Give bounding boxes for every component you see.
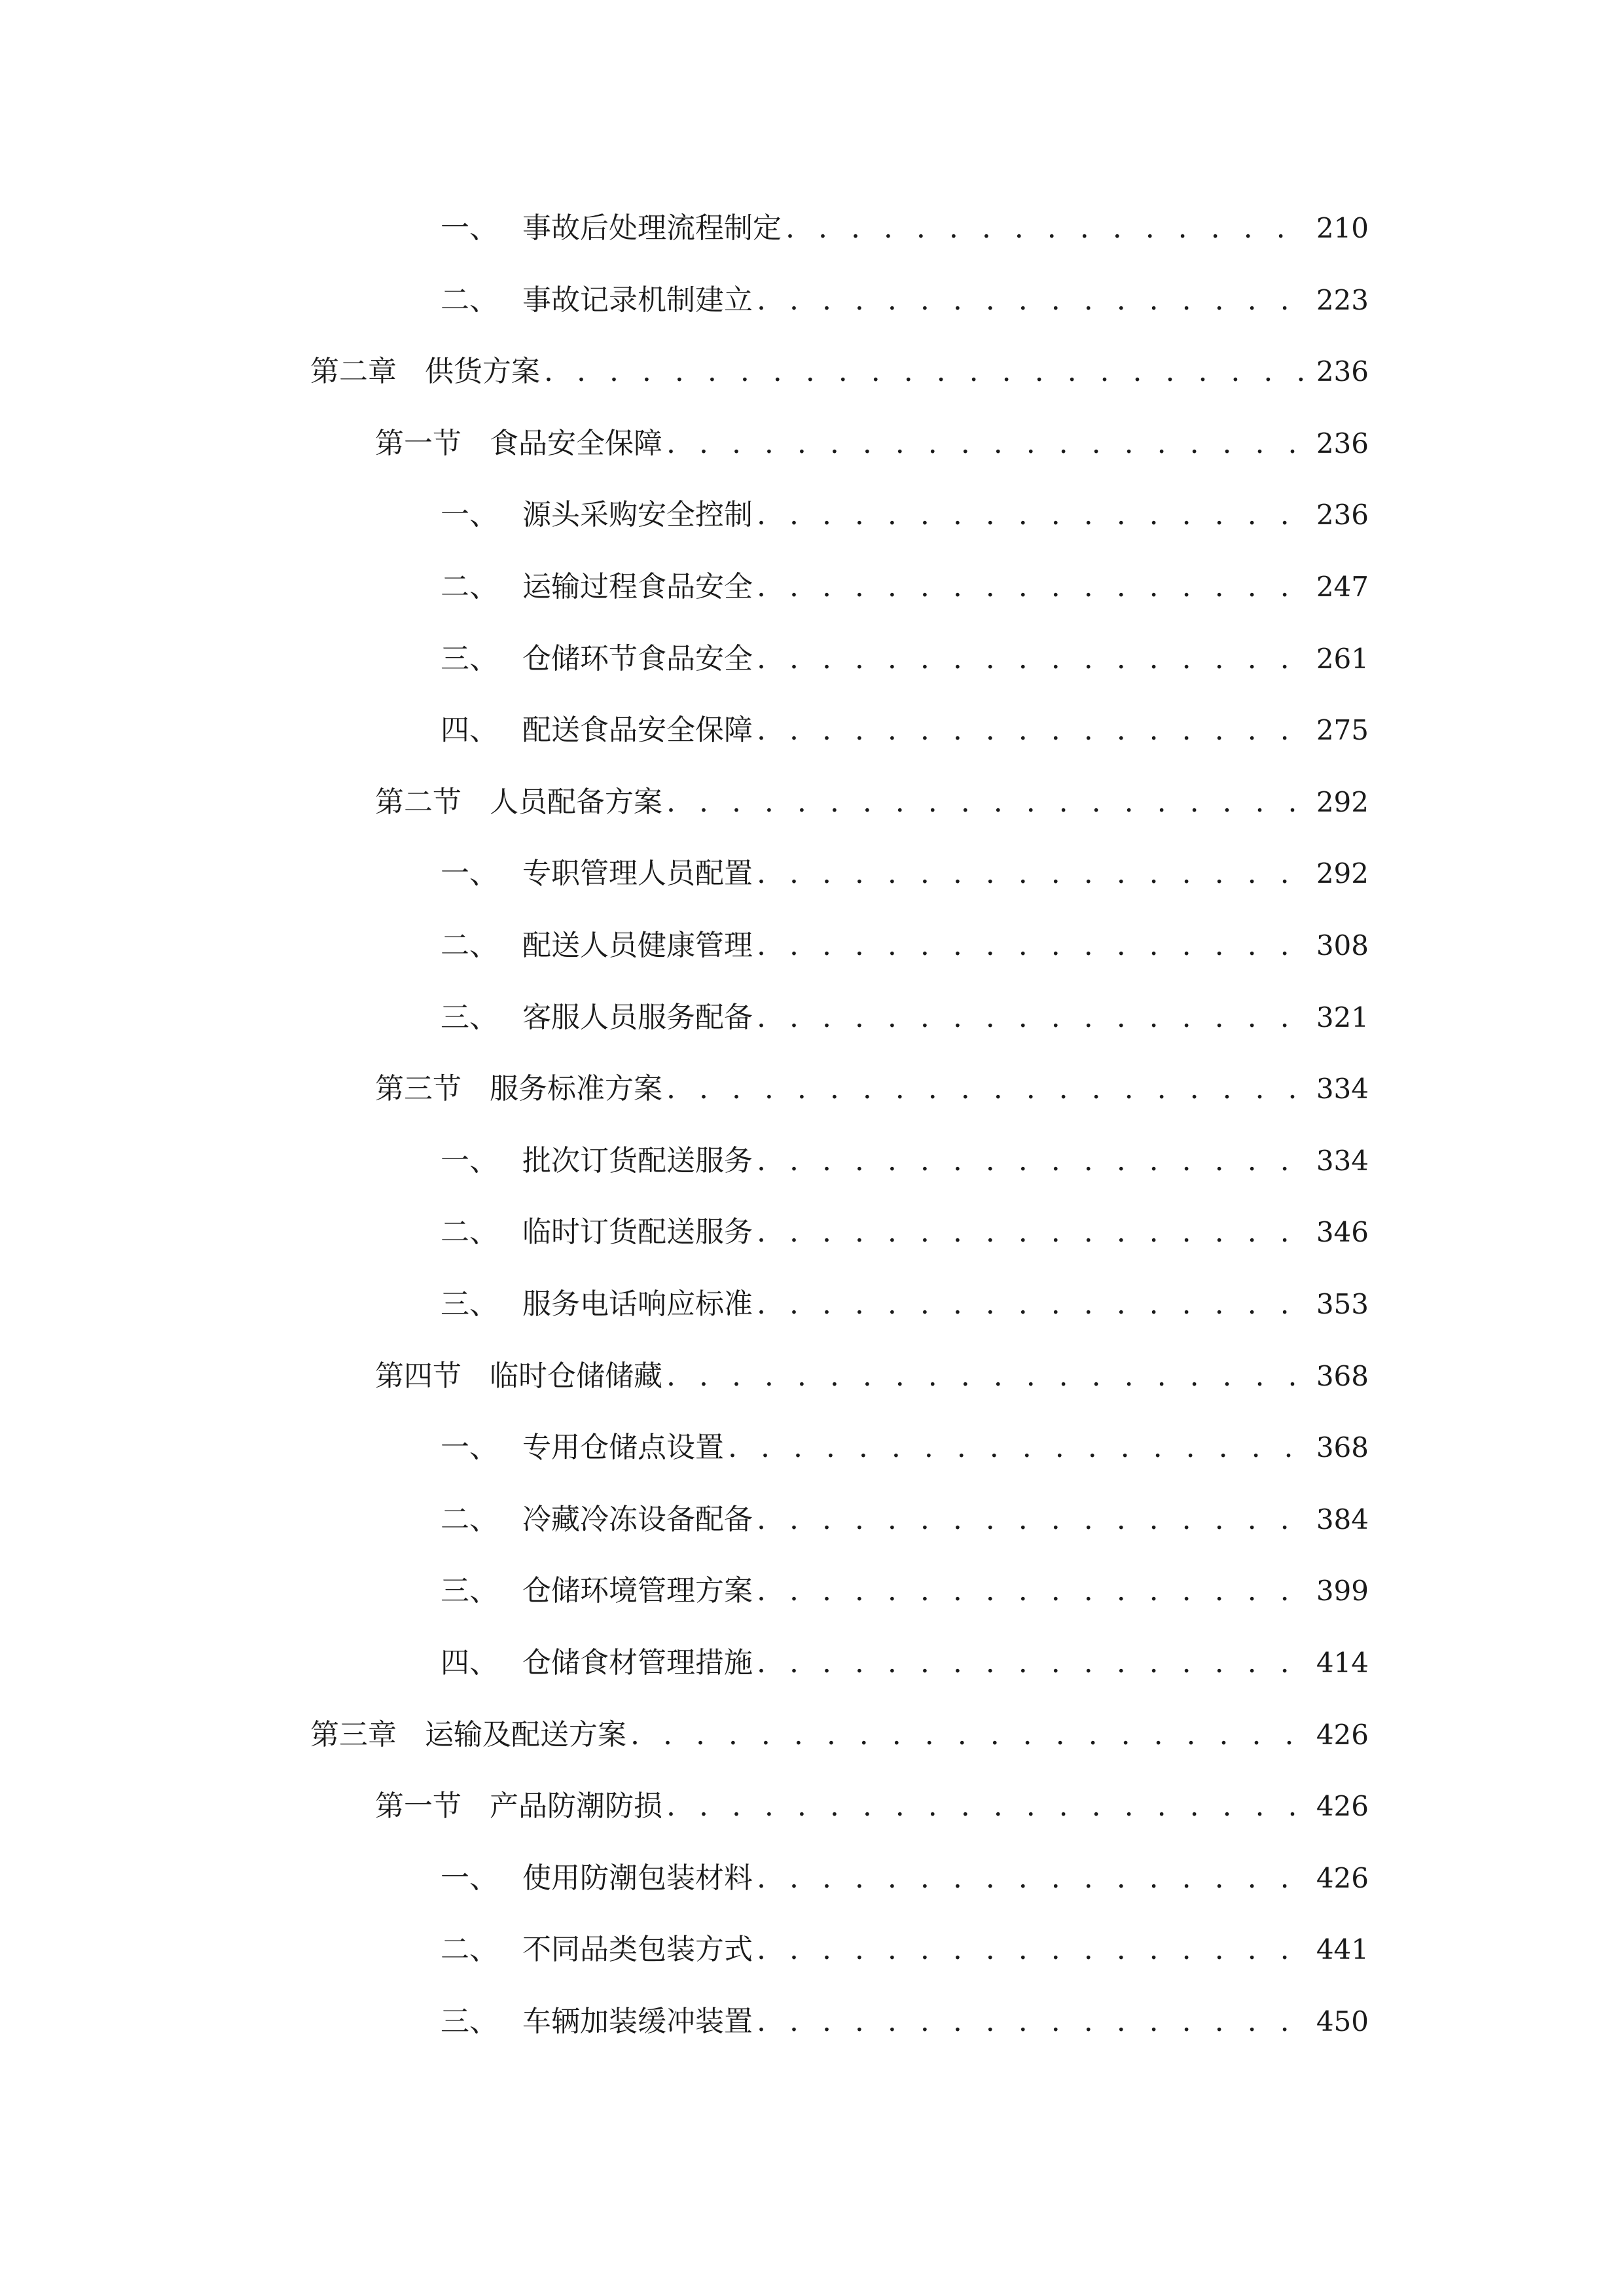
toc-entry[interactable] — [441, 1927, 1369, 1973]
toc-entry-page-number: 210 — [1316, 212, 1369, 244]
toc-entry-title: 批次订货配送服务 — [522, 1144, 753, 1177]
toc-entry-title: 产品防潮防损 — [490, 1789, 662, 1823]
toc-entry-page-number: 247 — [1316, 571, 1369, 603]
toc-entry-page-number: 441 — [1316, 1933, 1369, 1965]
toc-entry-page-number: 236 — [1316, 427, 1369, 459]
toc-entry[interactable] — [441, 278, 1369, 323]
toc-entry-title: 专用仓储点设置 — [522, 1431, 724, 1464]
toc-entry[interactable] — [310, 1712, 1369, 1758]
toc-dot-leader — [757, 492, 1307, 538]
toc-dot-leader — [666, 780, 1307, 825]
toc-entry-number: 一、 — [441, 857, 498, 890]
toc-entry[interactable] — [441, 1856, 1369, 1901]
toc-dot-leader — [757, 1927, 1307, 1973]
toc-entry-page-number: 334 — [1316, 1073, 1369, 1105]
toc-entry-title: 仓储食材管理措施 — [522, 1646, 753, 1679]
toc-entry-title: 服务标准方案 — [490, 1072, 662, 1105]
toc-entry-number: 二、 — [441, 929, 498, 962]
toc-entry-title: 冷藏冷冻设备配备 — [522, 1503, 753, 1536]
toc-entry[interactable] — [441, 636, 1369, 682]
toc-entry[interactable] — [310, 349, 1369, 395]
toc-entry-number: 二、 — [441, 1933, 498, 1966]
toc-entry[interactable] — [441, 1497, 1369, 1543]
toc-dot-leader — [666, 1354, 1307, 1399]
toc-entry-title: 运输过程食品安全 — [522, 570, 753, 603]
toc-dot-leader — [757, 708, 1307, 753]
toc-entry-page-number: 426 — [1316, 1790, 1369, 1822]
toc-entry-page-number: 292 — [1316, 857, 1369, 889]
toc-entry-title: 客服人员服务配备 — [522, 1001, 753, 1034]
toc-entry-page-number: 426 — [1316, 1862, 1369, 1894]
toc-entry[interactable] — [441, 492, 1369, 538]
toc-entry-title: 人员配备方案 — [490, 785, 662, 819]
toc-entry-number: 一、 — [441, 1431, 498, 1464]
toc-dot-leader — [666, 1066, 1307, 1112]
toc-entry[interactable] — [441, 708, 1369, 753]
toc-entry-number: 三、 — [441, 642, 498, 675]
toc-entry-page-number: 399 — [1316, 1575, 1369, 1607]
toc-entry-title: 运输及配送方案 — [425, 1718, 626, 1751]
toc-entry-title: 专职管理人员配置 — [522, 857, 753, 890]
toc-entry[interactable] — [441, 1210, 1369, 1255]
toc-entry-title: 使用防潮包装材料 — [522, 1861, 753, 1895]
toc-entry[interactable] — [441, 923, 1369, 969]
toc-dot-leader — [757, 1568, 1307, 1614]
toc-dot-leader — [757, 278, 1307, 323]
toc-entry-page-number: 346 — [1316, 1216, 1369, 1248]
toc-entry[interactable] — [441, 1640, 1369, 1686]
toc-dot-leader — [757, 995, 1307, 1041]
toc-entry-number: 二、 — [441, 1503, 498, 1536]
toc-dot-leader — [757, 1856, 1307, 1901]
toc-dot-leader — [757, 636, 1307, 682]
toc-dot-leader — [666, 1784, 1307, 1829]
toc-entry-page-number: 292 — [1316, 786, 1369, 818]
toc-dot-leader — [757, 1210, 1307, 1255]
toc-entry-page-number: 368 — [1316, 1431, 1369, 1463]
toc-entry-page-number: 236 — [1316, 499, 1369, 531]
toc-entry-number: 一、 — [441, 1144, 498, 1177]
toc-entry[interactable] — [375, 1784, 1369, 1829]
toc-entry[interactable] — [441, 1138, 1369, 1184]
toc-entry-title: 服务电话响应标准 — [522, 1287, 753, 1321]
toc-entry-page-number: 426 — [1316, 1719, 1369, 1751]
toc-entry-page-number: 275 — [1316, 714, 1369, 746]
toc-entry-title: 供货方案 — [425, 355, 540, 388]
toc-entry-number: 第一节 — [375, 427, 461, 460]
toc-dot-leader — [785, 206, 1307, 251]
toc-entry[interactable] — [441, 1568, 1369, 1614]
toc-dot-leader — [757, 1282, 1307, 1327]
toc-entry-title: 临时仓储储藏 — [490, 1359, 662, 1393]
toc-entry-page-number: 368 — [1316, 1360, 1369, 1392]
toc-entry[interactable] — [441, 1425, 1369, 1471]
toc-entry-title: 食品安全保障 — [490, 427, 662, 460]
toc-entry-title: 配送人员健康管理 — [522, 929, 753, 962]
toc-entry-page-number: 414 — [1316, 1647, 1369, 1679]
toc-dot-leader — [630, 1712, 1307, 1758]
toc-entry-number: 第一节 — [375, 1789, 461, 1823]
toc-entry-number: 四、 — [441, 1646, 498, 1679]
toc-entry-title: 临时订货配送服务 — [522, 1215, 753, 1249]
toc-entry-title: 事故后处理流程制定 — [522, 211, 782, 245]
toc-entry-number: 四、 — [441, 713, 498, 747]
toc-dot-leader — [544, 349, 1307, 395]
toc-entry-number: 第二节 — [375, 785, 461, 819]
toc-entry[interactable] — [441, 1999, 1369, 2045]
toc-entry-page-number: 384 — [1316, 1503, 1369, 1535]
toc-entry-title: 事故记录机制建立 — [522, 283, 753, 317]
toc-entry[interactable] — [441, 1282, 1369, 1327]
toc-entry[interactable] — [375, 421, 1369, 467]
toc-entry-title: 仓储环境管理方案 — [522, 1574, 753, 1607]
toc-dot-leader — [757, 1640, 1307, 1686]
toc-entry-page-number: 236 — [1316, 355, 1369, 387]
toc-dot-leader — [666, 421, 1307, 467]
toc-dot-leader — [757, 1138, 1307, 1184]
toc-entry-title: 不同品类包装方式 — [522, 1933, 753, 1966]
toc-entry-number: 第三章 — [310, 1718, 397, 1751]
toc-entry-title: 源头采购安全控制 — [522, 498, 753, 531]
toc-entry-number: 第四节 — [375, 1359, 461, 1393]
toc-entry-number: 第二章 — [310, 355, 397, 388]
toc-entry[interactable] — [375, 1354, 1369, 1399]
toc-entry-title: 配送食品安全保障 — [522, 713, 753, 747]
toc-entry-number: 二、 — [441, 283, 498, 317]
toc-entry-page-number: 261 — [1316, 643, 1369, 675]
toc-entry-number: 一、 — [441, 498, 498, 531]
toc-entry-page-number: 450 — [1316, 2005, 1369, 2037]
toc-entry-page-number: 308 — [1316, 929, 1369, 961]
toc-dot-leader — [757, 1999, 1307, 2045]
toc-dot-leader — [757, 564, 1307, 610]
toc-entry-title: 车辆加装缓冲装置 — [522, 2005, 753, 2038]
toc-entry-number: 二、 — [441, 1215, 498, 1249]
toc-entry-number: 三、 — [441, 1287, 498, 1321]
toc-dot-leader — [757, 923, 1307, 969]
toc-dot-leader — [757, 851, 1307, 897]
toc-entry-number: 二、 — [441, 570, 498, 603]
toc-entry-number: 三、 — [441, 2005, 498, 2038]
toc-entry[interactable] — [441, 206, 1369, 251]
toc-entry-number: 三、 — [441, 1574, 498, 1607]
toc-entry-title: 仓储环节食品安全 — [522, 642, 753, 675]
toc-entry-page-number: 334 — [1316, 1145, 1369, 1177]
toc-entry[interactable] — [375, 780, 1369, 825]
toc-dot-leader — [757, 1497, 1307, 1543]
toc-entry-number: 三、 — [441, 1001, 498, 1034]
toc-entry-number: 一、 — [441, 211, 498, 245]
toc-dot-leader — [728, 1425, 1307, 1471]
toc-entry-page-number: 223 — [1316, 284, 1369, 316]
toc-entry-page-number: 353 — [1316, 1288, 1369, 1320]
toc-entry[interactable] — [375, 1066, 1369, 1112]
toc-entry-number: 一、 — [441, 1861, 498, 1895]
toc-entry-page-number: 321 — [1316, 1001, 1369, 1033]
toc-entry[interactable] — [441, 851, 1369, 897]
toc-entry-number: 第三节 — [375, 1072, 461, 1105]
toc-entry[interactable] — [441, 995, 1369, 1041]
toc-entry[interactable] — [441, 564, 1369, 610]
